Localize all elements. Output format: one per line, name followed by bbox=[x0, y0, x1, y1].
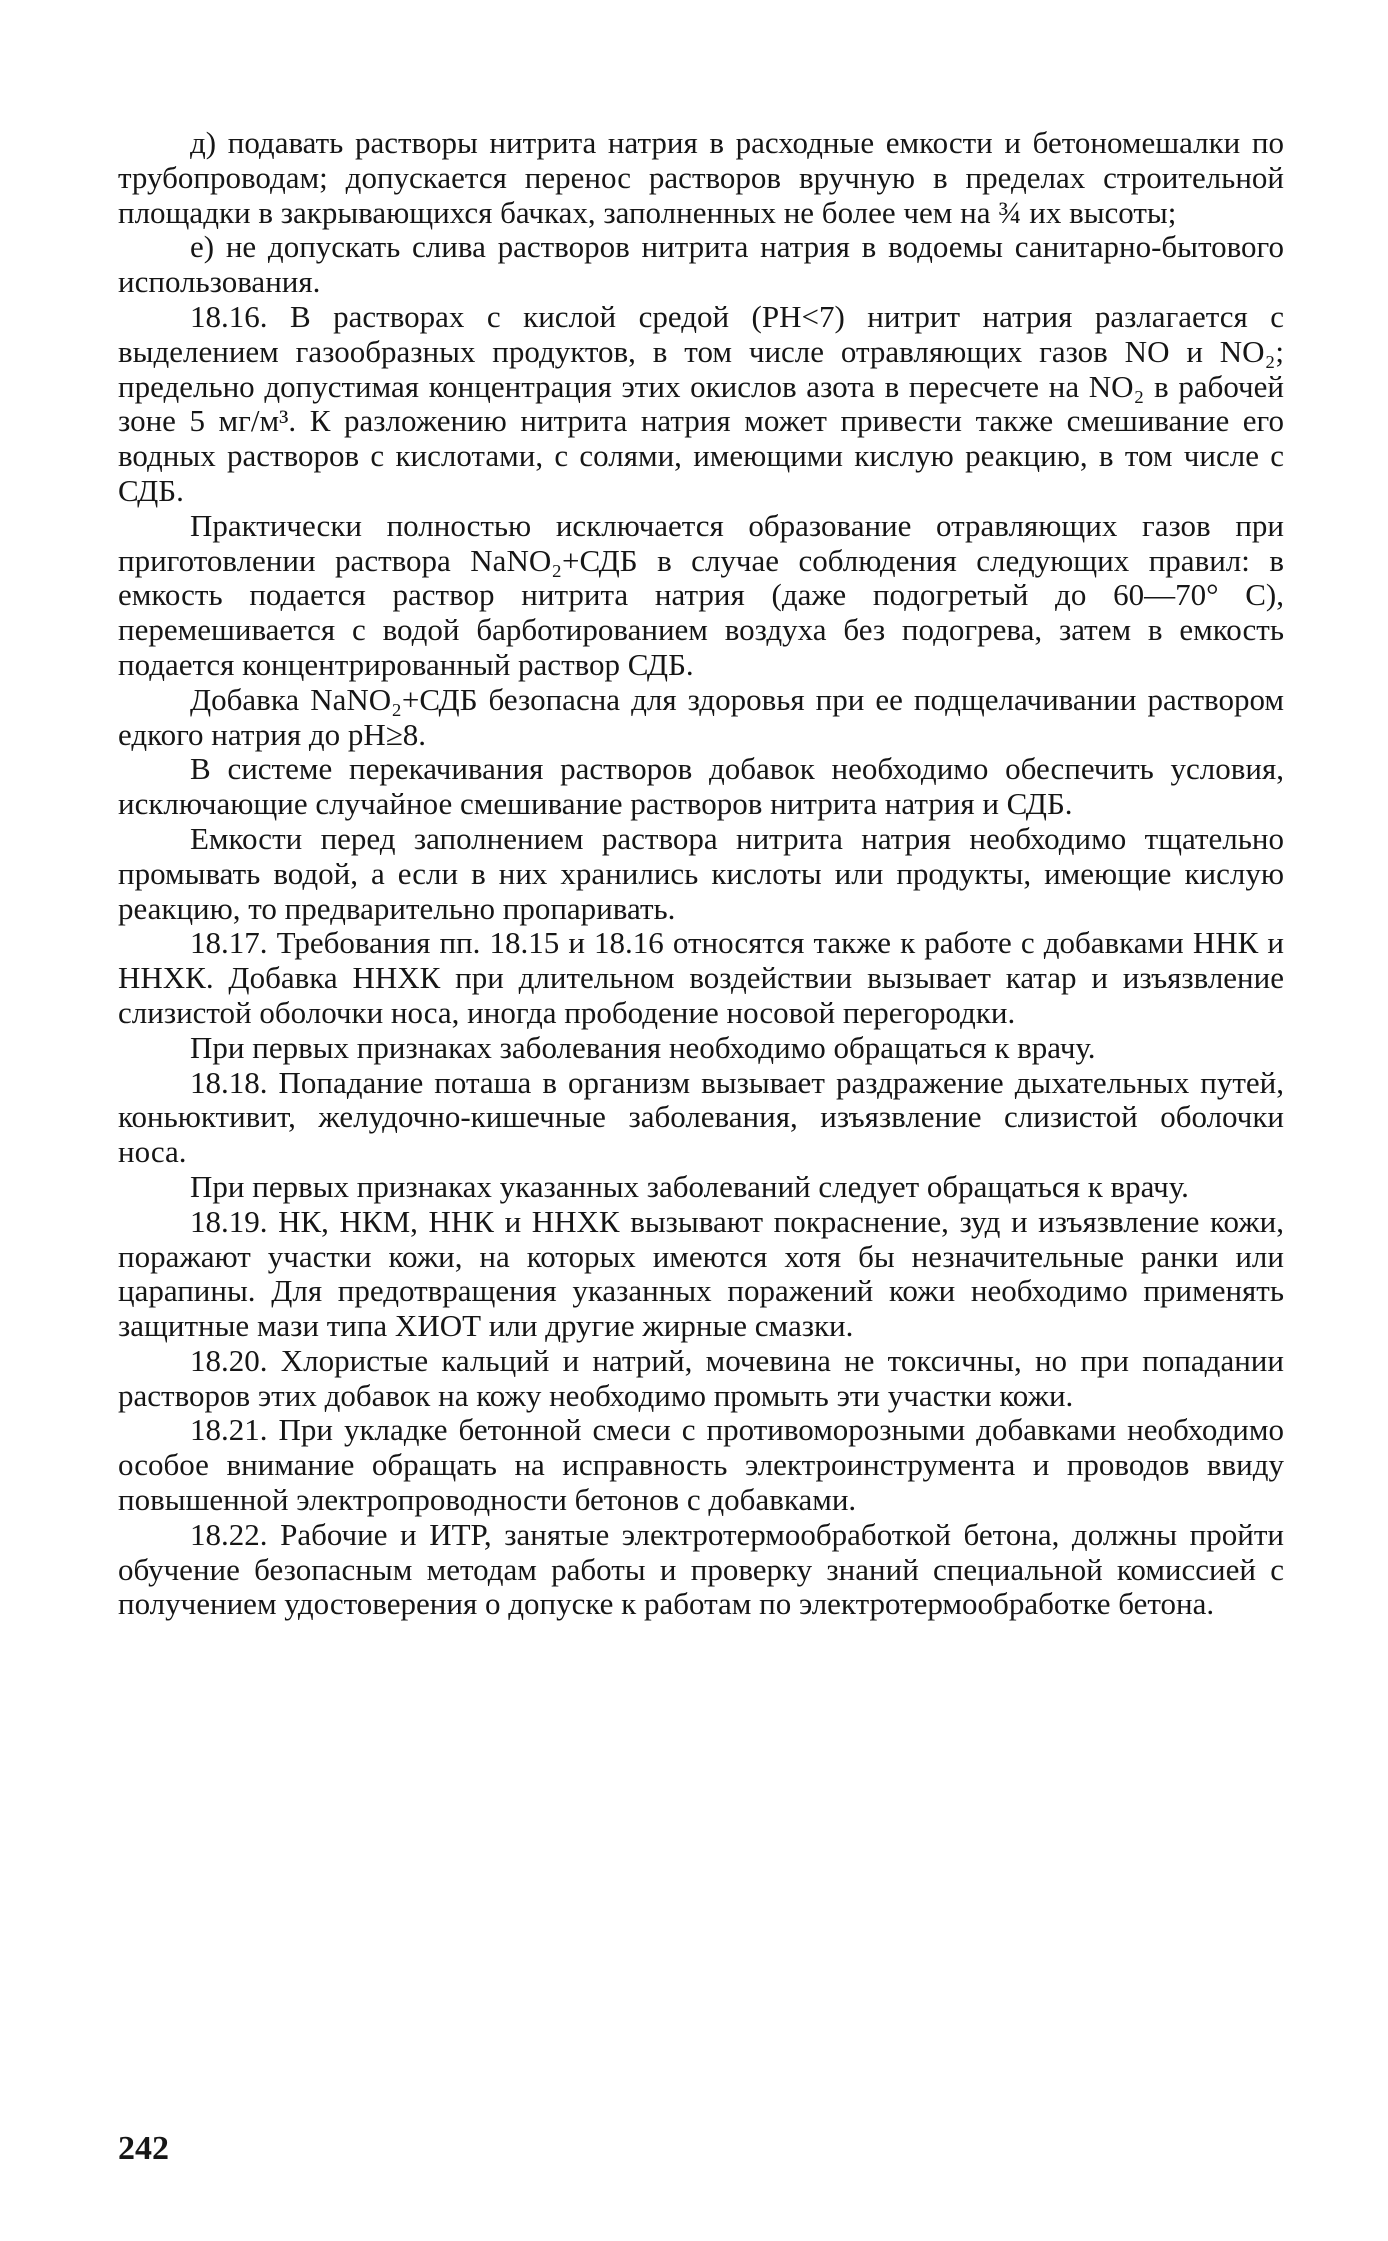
paragraph-18-22: 18.22. Рабочие и ИТР, занятые электротермообработкой бетона, должны пройти обучение безопасным методам работы и проверку знаний специальной комиссией с получением удостоверения о допуске к работам по электротермообработке бетона. bbox=[118, 1516, 1284, 1622]
page-body bbox=[118, 126, 1284, 1622]
paragraph-18-17: 18.17. Требования пп. 18.15 и 18.16 относятся также к работе с добавками ННК и ННХК. Добавка ННХК при длительном воздействии вызывает катар и изъязвление слизистой оболочки носа, иногда прободение носовой перегородки. bbox=[118, 925, 1284, 1030]
paragraph-18-19: 18.19. НК, НКМ, ННК и ННХК вызывают покраснение, зуд и изъязвление кожи, поражают участки кожи, на которых имеются хотя бы незначительные ранки или царапины. Для предотвращения указанных поражений кожи необходимо применять защитные мази типа ХИОТ или другие жирные смазки. bbox=[118, 1203, 1284, 1344]
paragraph-first-signs: При первых признаках заболевания необходимо обращаться к врачу. bbox=[190, 1029, 1096, 1065]
paragraph-item-e: е) не допускать слива растворов нитрита натрия в водоемы санитарно-бытового использования. bbox=[118, 229, 1284, 300]
paragraph-tank-washing: Емкости перед заполнением раствора нитрита натрия необходимо тщательно промывать водой, а если в них хранились кислоты или продукты, имеющие кислую реакцию, то предварительно пропаривать. bbox=[118, 820, 1284, 926]
paragraph-alkalization: Добавка NaNO₂+СДБ безопасна для здоровья при ее подщелачивании раствором едкого натрия до pH≥8. bbox=[118, 681, 1284, 752]
page-number: 242 bbox=[118, 2130, 169, 2167]
paragraph-see-doctor: При первых признаках указанных заболеваний следует обращаться к врачу. bbox=[190, 1168, 1189, 1204]
paragraph-18-16: 18.16. В растворах с кислой средой (PH<7) нитрит натрия разлагается с выделением газообразных продуктов, в том числе отравляющих газов NO и NO₂; предельно допустимая концентрация этих окислов азота в пересчете на NO₂ в рабочей зоне 5 мг/м³. К разложению нитрита натрия может привести также смешивание его водных растворов с кислотами, с солями, имеющими кислую реакцию, в том числе с СДБ. bbox=[118, 298, 1284, 508]
paragraph-item-d: д) подавать растворы нитрита натрия в расходные емкости и бетономешалки по трубопроводам; допускается перенос растворов вручную в пределах строительной площадки в закрывающихся бачках, заполненных не более чем на ¾ их высоты; bbox=[118, 125, 1284, 230]
paragraph-18-18: 18.18. Попадание поташа в организм вызывает раздражение дыхательных путей, коньюктивит, желудочно-кишечные заболевания, изъязвление слизистой оболочки носа. bbox=[118, 1064, 1284, 1170]
paragraph-gas-prevention: Практически полностью исключается образование отравляющих газов при приготовлении раствора NaNO₂+СДБ в случае соблюдения следующих правил: в емкость подается раствор нитрита натрия (даже подогретый до 60—70° С), перемешивается с водой барботированием воздуха без подогрева, затем в емкость подается концентрированный раствор СДБ. bbox=[118, 507, 1284, 682]
paragraph-18-21: 18.21. При укладке бетонной смеси с противоморозными добавками необходимо особое внимание обращать на исправность электроинструмента и проводов ввиду повышенной электропроводности бетонов с добавками. bbox=[118, 1412, 1284, 1518]
paragraph-18-20: 18.20. Хлористые кальций и натрий, мочевина не токсичны, но при попадании растворов этих добавок на кожу необходимо промыть эти участки кожи. bbox=[118, 1342, 1284, 1413]
paragraph-pumping-system: В системе перекачивания растворов добавок необходимо обеспечить условия, исключающие случайное смешивание растворов нитрита натрия и СДБ. bbox=[118, 751, 1284, 822]
